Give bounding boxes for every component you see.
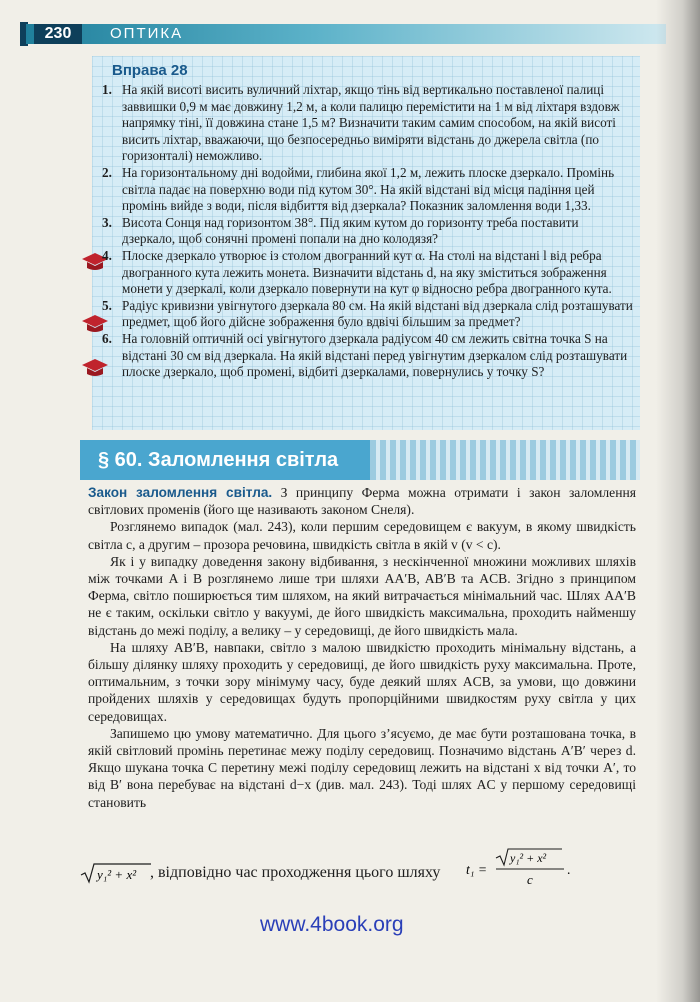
exercise-item: [102, 215, 634, 248]
exercise-title: Вправа 28: [112, 62, 188, 79]
body-text: [88, 484, 636, 811]
watermark-link[interactable]: www.4book.org: [260, 913, 404, 936]
exercise-number: 2.: [102, 164, 112, 180]
exercise-number: 4.: [102, 247, 112, 263]
denominator: c: [527, 872, 533, 887]
exercise-text: Висота Сонця над горизонтом 38°. Під яким кутом до горизонту треба поставити дзеркало, щоб сонячні промені попали на дно колодязя?: [122, 214, 579, 247]
paragraph: На шляху AB′B, навпаки, світло з малою швидкістю проходить мінімальну відстань, а більшу ділянку шляху проходить у середовищі, де його швидкість руху максимальна. Проте, оптимальним, з точки зору мінімуму часу, буде деякий шлях ACB, за умови, що довжини пройдених шляхів у середовищах будуть пропорційними швидкостям руху світла у цих середовищах.: [88, 639, 636, 724]
page-number: 230: [34, 24, 82, 44]
chapter-title: ОПТИКА: [110, 25, 184, 42]
sqrt-expression: [80, 862, 152, 884]
exercise-item: [102, 298, 634, 331]
law-title: Закон заломлення світла.: [88, 485, 273, 500]
exercise-text: Радіус кривизни увігнутого дзеркала 80 см. На якій відстані від дзеркала слід розташувати предмет, щоб його дійсне зображення було вдвічі більшим за предмет?: [122, 297, 633, 330]
radicand: y₁² + x²: [97, 867, 137, 882]
exercise-text: На головній оптичній осі увігнутого дзеркала радіусом 40 см лежить світна точка S на відстані 30 см від дзеркала. На якій відстані перед увігнутим дзеркалом слід розташувати плоске дзеркало, щоб промені, відбиті дзеркалами, повернулись у точку S?: [122, 330, 628, 380]
formula-lhs: t₁ =: [466, 862, 488, 877]
exercise-item: [102, 331, 634, 381]
paragraph: Як і у випадку доведення закону відбивання, з нескінченної множини можливих шляхів між точками A і B розглянемо лише три шляхи AA′B, AB′B та ACB. Згідно з принципом Ферма, світло поширюється тим шляхом, на який витрачається мінімальний час. Шлях AA′B не є таким, оскільки світло у вакуумі, де його швидкість максимальна, проходить найменшу відстань до межі поділу, а велику – у середовищі, де його швидкість мала.: [88, 553, 636, 638]
formula-text: , відповідно час проходження цього шляху: [150, 864, 441, 881]
paragraph: [88, 484, 636, 518]
exercise-number: 3.: [102, 214, 112, 230]
numerator: y₁² + x²: [510, 851, 547, 865]
exercise-number: 5.: [102, 297, 112, 313]
paragraph: Запишемо цю умову математично. Для цього з’ясуємо, де має бути розташована точка, в якій світловий промінь перетинає межу поділу середовищ. Позначимо відстань A′B′ через d. Якщо шукана точка C перетину межі поділу середовищ лежить на відстані x від точки A′, то від B′ вона перебуває на відстані d−x (див. мал. 243). Тоді шлях AC у першому середовищі становить: [88, 725, 636, 810]
exercise-list: [102, 82, 634, 381]
exercise-text: На якій висоті висить вуличний ліхтар, якщо тінь від вертикально поставленої палиці заввишки 0,9 м має довжину 1,2 м, а коли палицю перемістити на 1 м від ліхтаря вздовж напрямку тіні, її довжина стане 1,5 м? Визначити таким самим способом, на якій висоті висить ліхтар, вважаючи, що безпосередньо виміряти відстань до джерела світла (по горизонталі) неможливо.: [122, 82, 620, 164]
section-title: § 60. Заломлення світла: [98, 449, 339, 471]
exercise-item: [102, 248, 634, 298]
formula-end: .: [567, 862, 571, 877]
page-spine-shadow: [656, 0, 700, 1002]
exercise-number: 1.: [102, 82, 112, 97]
exercise-text: Плоске дзеркало утворює із столом двогранний кут α. На столі на відстані l від ребра двогранного кута лежить монета. Визначити відстань d, на яку зміститься зображення монети у дзеркалі, коли дзеркало повернути на кут φ відносно ребра двогранного кута.: [122, 247, 612, 297]
fraction-expression: [466, 848, 576, 888]
exercise-text: На горизонтальному дні водойми, глибина якої 1,2 м, лежить плоске дзеркало. Промінь світла падає на поверхню води під кутом 30°. На якій відстані від місця падіння цей промінь вийде з води, після відбиття від дзеркала? Показник заломлення води 1,33.: [122, 164, 615, 214]
exercise-item: [102, 82, 634, 165]
exercise-number: 6.: [102, 330, 112, 346]
exercise-item: [102, 165, 634, 215]
paragraph: Розглянемо випадок (мал. 243), коли першим середовищем є вакуум, в якому швидкість світла c, а другим – прозора речовина, швидкість світла в якій v (v < c).: [88, 519, 636, 552]
law-text: З принципу Ферма можна отримати і закон заломлення світлових променів (його ще називають законом Снеля).: [88, 485, 637, 518]
